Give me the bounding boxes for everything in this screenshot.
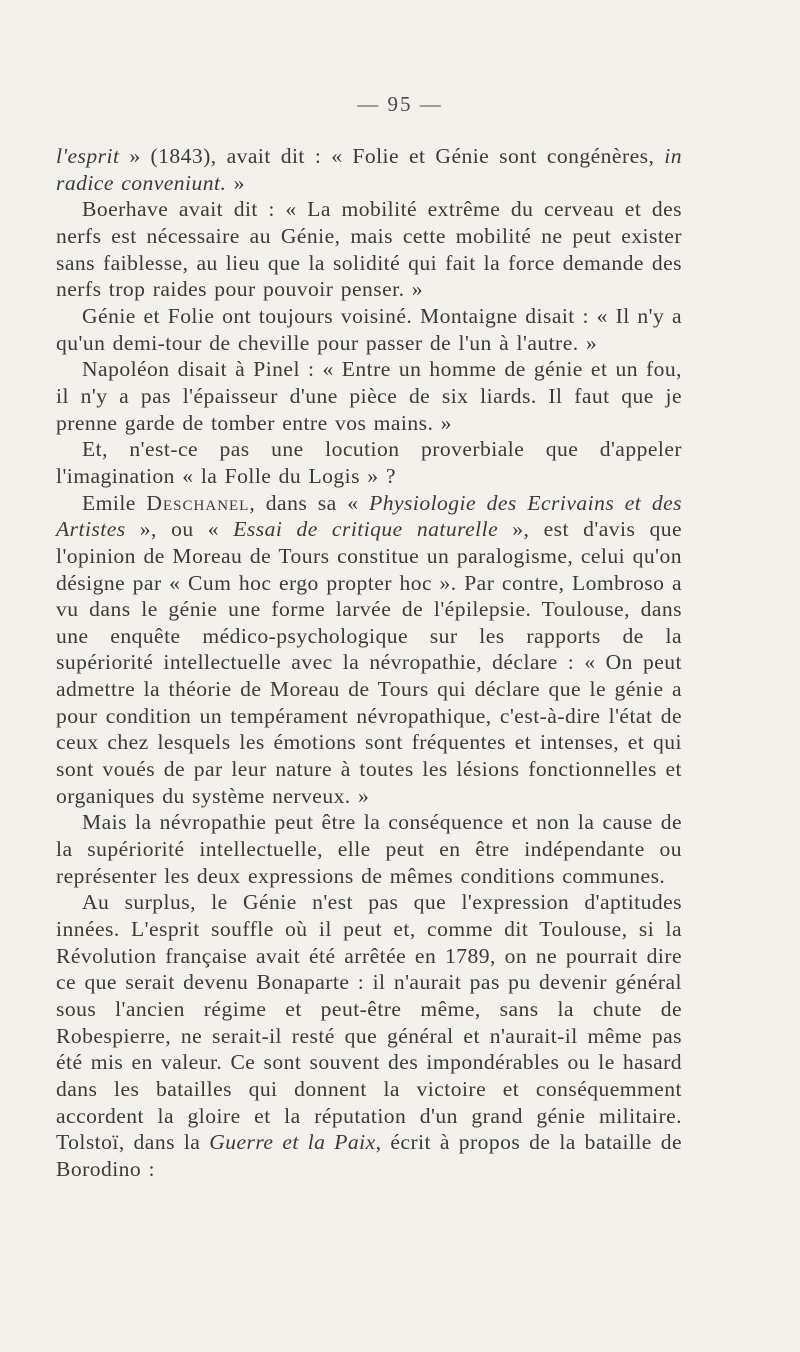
page-number: — 95 — bbox=[357, 92, 443, 116]
author-name: Deschanel bbox=[146, 490, 250, 515]
book-title: Guerre et la Paix bbox=[209, 1130, 376, 1155]
body-text bbox=[56, 143, 682, 1183]
text-run: », est d'avis que l'opinion de Moreau de Tours constitue un paralogisme, celui qu'on désigne par « Cum hoc ergo propter hoc ». Par contre, Lombroso a vu dans le génie une forme larvée de l'épilepsie. Toulouse, dans une enquête médico-psychologique sur les rapports de la supériorité intellectuelle avec la névropathie, déclare : « On peut admettre la théorie de Moreau de Tours qui déclare que le génie a pour condition un tempérament névropathique, c'est-à-dire l'état de ceux chez lesquels les émotions sont fréquentes et intenses, et qui sont voués de par leur nature à toutes les lésions fonctionnelles et organiques du système nerveux. » bbox=[56, 517, 683, 808]
text-run: » (1843), avait dit : « Folie et Génie sont congénères, bbox=[119, 144, 665, 168]
text-run: », ou « bbox=[125, 517, 234, 542]
book-title: Essai de critique naturelle bbox=[233, 517, 499, 542]
text-run: » bbox=[226, 170, 245, 195]
text-run: , dans sa « bbox=[249, 490, 370, 515]
italic-text: in radice conveniunt. bbox=[56, 144, 682, 195]
text-run: Emile bbox=[82, 490, 147, 515]
paragraph-7: Mais la névropathie peut être la conséquence et non la cause de la supériorité intellectuelle, elle peut en être indépendante ou représenter les deux expressions de mêmes conditions communes. bbox=[56, 810, 682, 888]
paragraph-3: Génie et Folie ont toujours voisiné. Montaigne disait : « Il n'y a qu'un demi-tour de cheville pour passer de l'un à l'autre. » bbox=[56, 303, 682, 355]
paragraph-1 bbox=[56, 143, 682, 196]
paragraph-6 bbox=[56, 490, 682, 810]
paragraph-2: Boerhave avait dit : « La mobilité extrême du cerveau et des nerfs est nécessaire au Génie, mais cette mobilité ne peut exister sans faiblesse, au lieu que la solidité qui fait la force demande des nerfs trop raides pour pouvoir penser. » bbox=[56, 197, 682, 302]
paragraph-5: Et, n'est-ce pas une locution proverbiale que d'appeler l'imagination « la Folle du Logis » ? bbox=[56, 437, 682, 488]
italic-text: l'esprit bbox=[56, 144, 120, 168]
text-run: Au surplus, le Génie n'est pas que l'expression d'aptitudes innées. L'esprit souffle où il peut et, comme dit Toulouse, si la Révolution française avait été arrêtée en 1789, on ne pourrait dire ce que serait devenu Bonaparte : il n'aurait pas pu devenir général sous l'ancien régime et peut-être même, sans la chute de Robespierre, ne serait-il resté que général et n'aurait-il même pas été mis en valeur. Ce sont souvent des impondérables ou le hasard dans les batailles qui donnent la victoire et conséquemment accordent la gloire et la réputation d'un grand génie militaire. Tolstoï, dans la bbox=[56, 890, 682, 1155]
paragraph-4: Napoléon disait à Pinel : « Entre un homme de génie et un fou, il n'y a pas l'épaisseur d'une pièce de six liards. Il faut que je prenne garde de tomber entre vos mains. » bbox=[56, 357, 682, 435]
paragraph-8 bbox=[56, 889, 682, 1182]
text-run: , écrit à propos de la bataille de Borodino : bbox=[56, 1130, 682, 1181]
book-title: Physiologie des Ecrivains et des Artistes bbox=[56, 490, 682, 542]
